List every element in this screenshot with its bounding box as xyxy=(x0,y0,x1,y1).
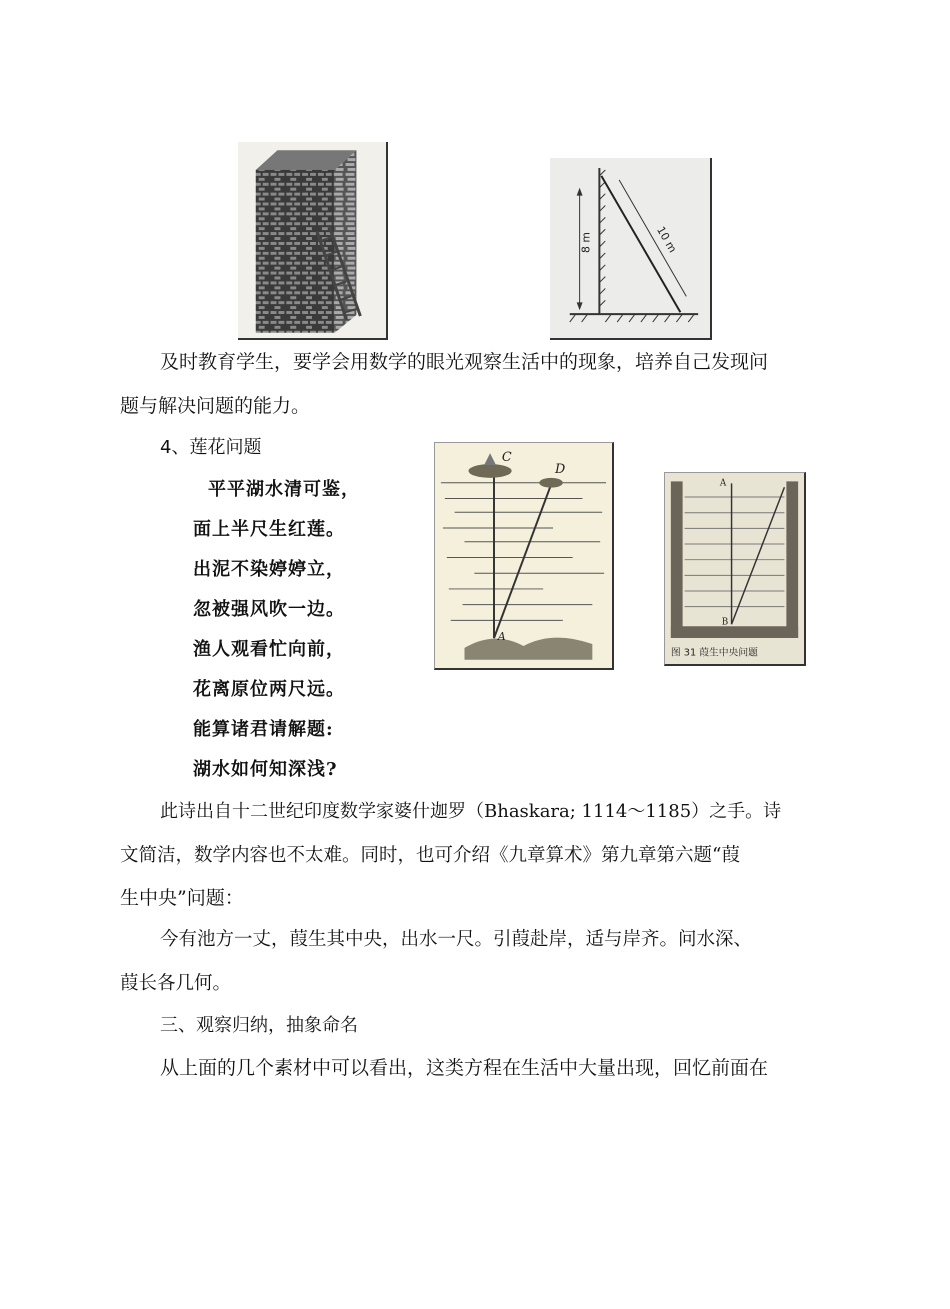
poem-line-1: 平平湖水清可鉴， xyxy=(208,479,360,500)
poem-line-8: 湖水如何知深浅? xyxy=(193,759,338,780)
poem-line-3: 出泥不染婷婷立， xyxy=(193,559,345,580)
paragraph-3-line-1: 从上面的几个素材中可以看出，这类方程在生活中大量出现，回忆前面在 xyxy=(160,1057,769,1079)
right-triangle-diagram xyxy=(550,158,710,338)
poem-line-7: 能算诸君请解题: xyxy=(193,719,334,740)
section-3-heading: 三、观察归纳，抽象命名 xyxy=(160,1015,358,1036)
figure-caption: 图 31 葭生中央问题 xyxy=(670,647,758,659)
point-b-label: B xyxy=(721,617,729,628)
lotus-lake-figure xyxy=(434,442,614,670)
paragraph-2-line-2: 文简洁，数学内容也不太难。同时，也可介绍《九章算术》第九章第六题“葭 xyxy=(120,845,740,866)
poem-line-6: 花离原位两尺远。 xyxy=(193,679,345,700)
point-a-label: A xyxy=(719,478,727,489)
reed-pool-figure xyxy=(664,472,806,666)
problem-line-1: 今有池方一丈，葭生其中央，出水一尺。引葭赴岸，适与岸齐。问水深、 xyxy=(160,929,753,950)
point-c-label: C xyxy=(501,450,512,466)
problem-line-2: 葭长各几何。 xyxy=(120,973,232,994)
paragraph-2-line-3: 生中央”问题： xyxy=(120,887,244,909)
poem-line-4: 忽被强风吹一边。 xyxy=(193,599,345,620)
poem-line-2: 面上半尺生红莲。 xyxy=(193,519,345,540)
vertical-length-label: 8 m xyxy=(579,231,593,253)
reed-pool-diagram xyxy=(665,473,804,664)
diagonal-length-label: 10 m xyxy=(654,224,680,255)
section-4-heading: 4、莲花问题 xyxy=(160,437,262,458)
point-a-label: A xyxy=(497,630,506,644)
point-d-label: D xyxy=(554,461,566,477)
brick-wall-ladder-icon xyxy=(238,142,386,338)
paragraph-2-line-1: 此诗出自十二世纪印度数学家婆什迦罗（Bhaskara; 1114～1185）之手。诗 xyxy=(160,801,782,822)
ladder-triangle-figure xyxy=(550,158,712,340)
poem-line-5: 渔人观看忙向前， xyxy=(193,639,345,660)
paragraph-1-line-2: 题与解决问题的能力。 xyxy=(120,395,311,417)
wall-ladder-figure xyxy=(238,142,388,340)
lotus-lake-diagram xyxy=(435,443,612,668)
paragraph-1-line-1: 及时教育学生，要学会用数学的眼光观察生活中的现象，培养自己发现问 xyxy=(160,351,769,373)
